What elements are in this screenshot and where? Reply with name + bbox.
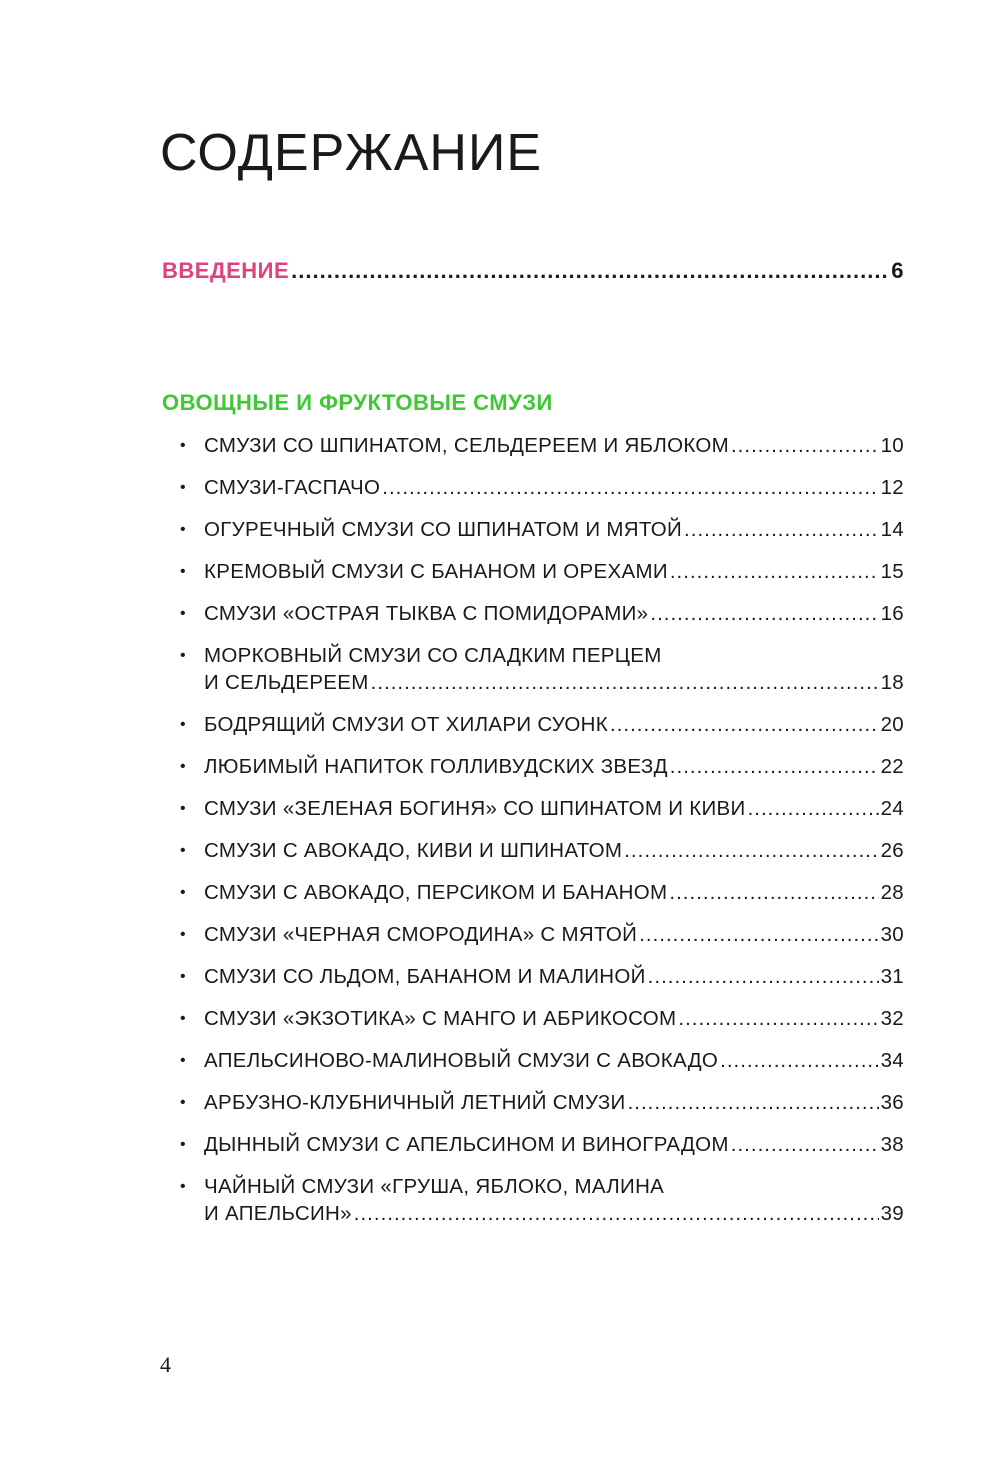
toc-entry-line [204,921,904,948]
toc-entry-label: СМУЗИ-ГАСПАЧО [204,476,381,499]
bullet-icon: • [180,1136,186,1153]
dot-leader [610,711,879,738]
toc-entry-page: 12 [880,476,904,499]
dot-leader [669,879,878,906]
toc-entry[interactable] [180,474,904,501]
toc-entry-page: 18 [880,671,904,694]
toc-entry-page: 39 [880,1202,904,1225]
toc-entry[interactable] [180,921,904,948]
toc-entry-line [204,1200,904,1227]
toc-entry-label: ЛЮБИМЫЙ НАПИТОК ГОЛЛИВУДСКИХ ЗВЕЗД [204,755,668,778]
toc-entry-page: 26 [880,839,904,862]
toc-entry-line [204,432,904,459]
toc-entry-page: 15 [880,560,904,583]
toc-entry[interactable] [180,642,904,696]
toc-entry-introduction[interactable] [162,258,904,284]
bullet-icon: • [180,758,186,775]
toc-entry[interactable] [180,795,904,822]
toc-entry-line [204,837,904,864]
toc-entry-page: 24 [880,797,904,820]
dot-leader [720,1047,878,1074]
toc-entry-line [204,1131,904,1158]
dot-leader [639,921,878,948]
toc-entry-label: ОГУРЕЧНЫЙ СМУЗИ СО ШПИНАТОМ И МЯТОЙ [204,518,683,541]
bullet-icon: • [180,563,186,580]
toc-entry-label: И АПЕЛЬСИН» [204,1202,352,1225]
dot-leader [382,474,878,501]
toc-entry-line [204,711,904,738]
section-title: ОВОЩНЫЕ И ФРУКТОВЫЕ СМУЗИ [162,390,553,415]
toc-entry-page: 16 [880,602,904,625]
toc-entry[interactable] [180,516,904,543]
toc-entry[interactable] [180,753,904,780]
toc-entry[interactable] [180,711,904,738]
toc-entry[interactable] [180,879,904,906]
toc-entry-page: 6 [891,258,904,283]
toc-entry-page: 20 [880,713,904,736]
toc-entry[interactable] [180,1005,904,1032]
toc-entry-page: 31 [880,965,904,988]
bullet-icon: • [180,1094,186,1111]
toc-entry-line [204,669,904,696]
dot-leader [678,1005,878,1032]
bullet-icon: • [180,1052,186,1069]
dot-leader [628,1089,879,1116]
bullet-icon: • [180,884,186,901]
toc-entry-label: СМУЗИ «ЧЕРНАЯ СМОРОДИНА» С МЯТОЙ [204,923,638,946]
dot-leader [650,600,878,627]
toc-entry-page: 22 [880,755,904,778]
toc-entry-page: 28 [880,881,904,904]
toc-entry-label: СМУЗИ С АВОКАДО, КИВИ И ШПИНАТОМ [204,839,623,862]
bullet-icon: • [180,800,186,817]
dot-leader [670,558,879,585]
toc-list [180,432,904,1242]
toc-entry-label: ДЫННЫЙ СМУЗИ С АПЕЛЬСИНОМ И ВИНОГРАДОМ [204,1133,729,1156]
dot-leader [354,1200,879,1227]
dot-leader [371,669,879,696]
toc-entry-label: СМУЗИ «ЗЕЛЕНАЯ БОГИНЯ» СО ШПИНАТОМ И КИВИ [204,797,746,820]
toc-entry-label: ВВЕДЕНИЕ [162,258,290,283]
dot-leader [291,258,889,284]
dot-leader [731,432,879,459]
toc-entry-line [204,600,904,627]
toc-entry-page: 36 [880,1091,904,1114]
toc-entry-label-line: МОРКОВНЫЙ СМУЗИ СО СЛАДКИМ ПЕРЦЕМ [204,644,662,667]
toc-entry-page: 32 [880,1007,904,1030]
dot-leader [670,753,879,780]
bullet-icon: • [180,479,186,496]
bullet-icon: • [180,521,186,538]
bullet-icon: • [180,605,186,622]
toc-entry-line [204,558,904,585]
bullet-icon: • [180,437,186,454]
toc-entry-line [204,516,904,543]
bullet-icon: • [180,968,186,985]
toc-entry-label: И СЕЛЬДЕРЕЕМ [204,671,369,694]
toc-entry[interactable] [180,600,904,627]
toc-entry-label: СМУЗИ СО ШПИНАТОМ, СЕЛЬДЕРЕЕМ И ЯБЛОКОМ [204,434,729,457]
page-number: 4 [160,1352,171,1377]
bullet-icon: • [180,842,186,859]
toc-entry-line [204,879,904,906]
toc-entry-label: КРЕМОВЫЙ СМУЗИ С БАНАНОМ И ОРЕХАМИ [204,560,668,583]
toc-entry-label: АРБУЗНО-КЛУБНИЧНЫЙ ЛЕТНИЙ СМУЗИ [204,1091,626,1114]
toc-entry[interactable] [180,1131,904,1158]
toc-entry-label: АПЕЛЬСИНОВО-МАЛИНОВЫЙ СМУЗИ С АВОКАДО [204,1049,719,1072]
page-title: СОДЕРЖАНИЕ [160,124,543,182]
dot-leader [684,516,879,543]
toc-entry-page: 10 [880,434,904,457]
toc-entry-label: СМУЗИ «ЭКЗОТИКА» С МАНГО И АБРИКОСОМ [204,1007,677,1030]
toc-entry-page: 30 [880,923,904,946]
toc-entry-line [204,795,904,822]
toc-entry-line [204,474,904,501]
toc-entry[interactable] [180,1089,904,1116]
dot-leader [648,963,879,990]
bullet-icon: • [180,926,186,943]
toc-entry[interactable] [180,963,904,990]
toc-entry[interactable] [180,558,904,585]
toc-entry-label: БОДРЯЩИЙ СМУЗИ ОТ ХИЛАРИ СУОНК [204,713,609,736]
toc-entry-page: 34 [880,1049,904,1072]
dot-leader [731,1131,879,1158]
toc-entry-label-line: ЧАЙНЫЙ СМУЗИ «ГРУША, ЯБЛОКО, МАЛИНА [204,1175,665,1198]
toc-entry[interactable] [180,1047,904,1074]
bullet-icon: • [180,1178,186,1195]
toc-entry-label: СМУЗИ С АВОКАДО, ПЕРСИКОМ И БАНАНОМ [204,881,668,904]
bullet-icon: • [180,716,186,733]
toc-entry-line [204,1005,904,1032]
toc-entry[interactable] [180,837,904,864]
toc-entry-line [204,1089,904,1116]
toc-entry-label: СМУЗИ «ОСТРАЯ ТЫКВА С ПОМИДОРАМИ» [204,602,649,625]
toc-entry-page: 38 [880,1133,904,1156]
toc-entry-line [204,753,904,780]
toc-entry[interactable] [180,432,904,459]
toc-entry-line [204,963,904,990]
dot-leader [624,837,878,864]
bullet-icon: • [180,647,186,664]
toc-entry-page: 14 [880,518,904,541]
toc-entry[interactable] [180,1173,904,1227]
dot-leader [748,795,879,822]
bullet-icon: • [180,1010,186,1027]
toc-entry-label: СМУЗИ СО ЛЬДОМ, БАНАНОМ И МАЛИНОЙ [204,965,646,988]
toc-entry-line [204,1047,904,1074]
